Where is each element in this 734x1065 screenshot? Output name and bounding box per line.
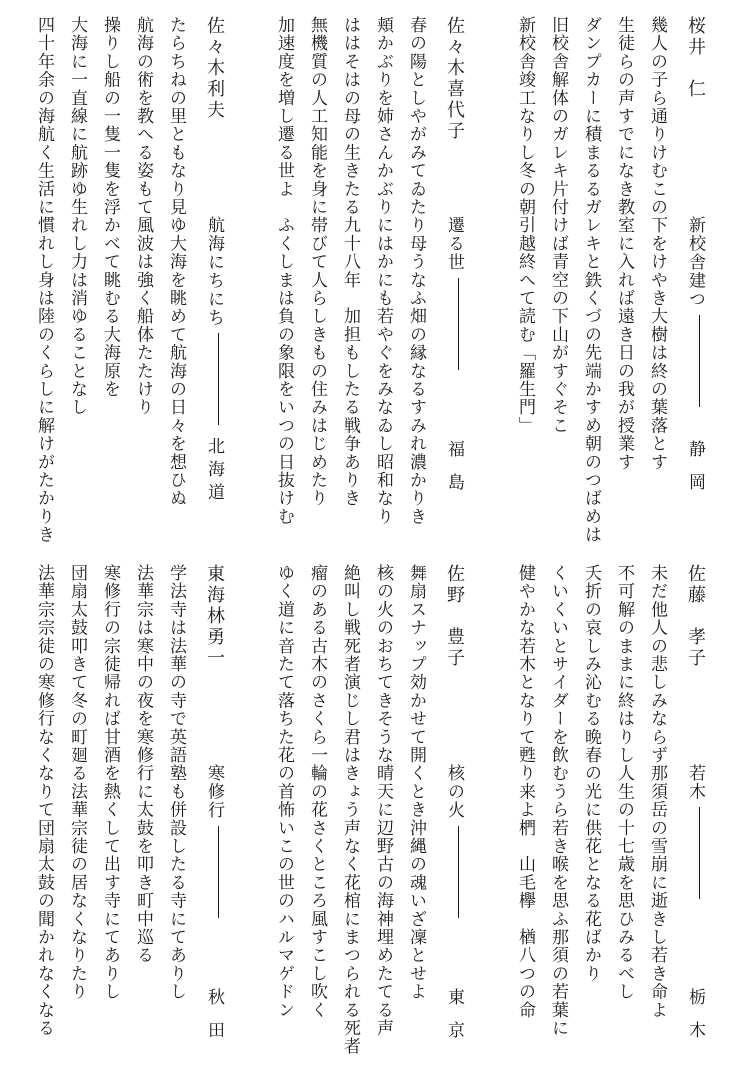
verse-line: 生徒らの声すでになき教室に入れば遠き日の我が授業す (614, 16, 634, 471)
verse-line: 頬かぶりを姉さんかぶりにはかにも若やぐをみなゐし昭和なり (373, 16, 393, 526)
verse-line: 春の陽としやがみてゐたり母うなふ畑の縁なるすみれ濃かりき (406, 16, 426, 526)
poem-title: 新校舎建つ (681, 216, 709, 413)
verse-line: くいくいとサイダーを飲むうら若き喉を思ふ那須の若葉に (548, 564, 568, 1038)
poem-title: 若木 (681, 764, 709, 905)
poem-title: 核の火 (440, 764, 468, 924)
verse-line: 大海に一直線に航跡ゆ生れし力は消ゆることなし (67, 16, 87, 417)
verse-line: 未だ他人の悲しみならず那須岳の雪崩に逝きし若き命よ (647, 564, 667, 1019)
verse-line: ははそはの母の生きたる九十八年 加担もしたる戦争ありき (340, 16, 360, 508)
poem-title: 航海にちにち (200, 216, 228, 431)
poet-place: 東京 (444, 988, 464, 1054)
poet-place: 静岡 (685, 440, 705, 506)
verse-line: 法華宗宗徒の寒修行なくなりて団扇太鼓の聞かれなくなる (34, 564, 54, 1038)
poem-title: 寒修行 (200, 764, 228, 924)
title-dash (458, 278, 460, 370)
poet-name: 佐々木喜代子 (444, 16, 465, 142)
poet-place: 北海道 (204, 437, 224, 506)
verse-line: 寒修行の宗徒帰れば甘酒を熱くして出す寺にてありし (100, 564, 120, 1001)
verse-line: 団扇太鼓叩きて冬の町廻る法華宗徒の居なくなりたり (67, 564, 87, 1001)
poet-place: 栃木 (685, 988, 705, 1054)
poet-name: 東海林勇一 (204, 564, 225, 669)
verse-line: 核の火のおちてきそうな晴天に辺野古の海神埋めたてる声 (373, 564, 393, 1038)
verse-line: 法華宗は寒中の夜を寒修行に太鼓を叩き町中巡る (133, 564, 153, 965)
verse-line: 絶叫し戦死者演じし君はきょう声なく花棺にまつられる死者 (340, 564, 360, 1056)
verse-line: 健やかな若木となりて甦り来よ椚 山毛欅 楢八つの命 (515, 564, 535, 1019)
verse-line: 航海の術を教へる姿もて風波は強く船体たたけり (133, 16, 153, 417)
poet-name: 佐野 豊子 (444, 564, 465, 669)
verse-line: 四十年余の海航く生活に慣れし身は陸のくらしに解けがたかりき (34, 16, 54, 544)
title-dash (218, 826, 220, 918)
verse-line: 学法寺は法華の寺で英語塾も併設したる寺にてありし (166, 564, 186, 1001)
verse-line: 加速度を増し遷る世よ ふくしまは負の象限をいつの日抜けむ (274, 16, 294, 526)
verse-line: たらちねの里ともなり見ゆ大海を眺めて航海の日々を想ひぬ (166, 16, 186, 508)
verse-line: ゆく道に音たて落ちた花の首怖いこの世のハルマゲドン (274, 564, 294, 1019)
poet-name: 佐々木利夫 (204, 16, 225, 121)
poem-title: 遷る世 (440, 216, 468, 376)
verse-line: ダンプカーに積まるるガレキと鉄くづの先端かすめ朝のつばめは (581, 16, 601, 544)
verse-line: 旧校舎解体のガレキ片付けば青空の下山がすぐそこ (548, 16, 568, 435)
verse-line: 瘤のある古木のさくら一輪の花さくところ風すこし吹く (307, 564, 327, 1019)
verse-line: 不可解のままに終はりし人生の十七歳を思ひみるべし (614, 564, 634, 1001)
verse-line: 舞扇スナップ効かせて開くとき沖縄の魂いざ凜とせよ (406, 564, 426, 1001)
poet-name: 桜井 仁 (685, 16, 706, 100)
poet-place: 福島 (444, 440, 464, 506)
verse-line: 幾人の子ら通りけむこの下をけやき大樹は終の葉落とす (647, 16, 667, 471)
verse-line: 操りし船の一隻一隻を浮かべて眺むる大海原を (100, 16, 120, 399)
verse-line: 新校舎竣工なりし冬の朝引越終へて読む「羅生門」 (515, 16, 535, 435)
poet-place: 秋田 (204, 988, 224, 1054)
title-dash (458, 826, 460, 918)
title-dash (699, 807, 701, 899)
verse-line: 夭折の哀しみ沁むる晩春の光に供花となる花ばかり (581, 564, 601, 983)
bottom-poem-row (0, 548, 734, 1065)
verse-line: 無機質の人工知能を身に帯びて人らしきもの住みはじめたり (307, 16, 327, 508)
title-dash (699, 315, 701, 407)
title-dash (218, 333, 220, 425)
poet-name: 佐藤 孝子 (685, 564, 706, 669)
